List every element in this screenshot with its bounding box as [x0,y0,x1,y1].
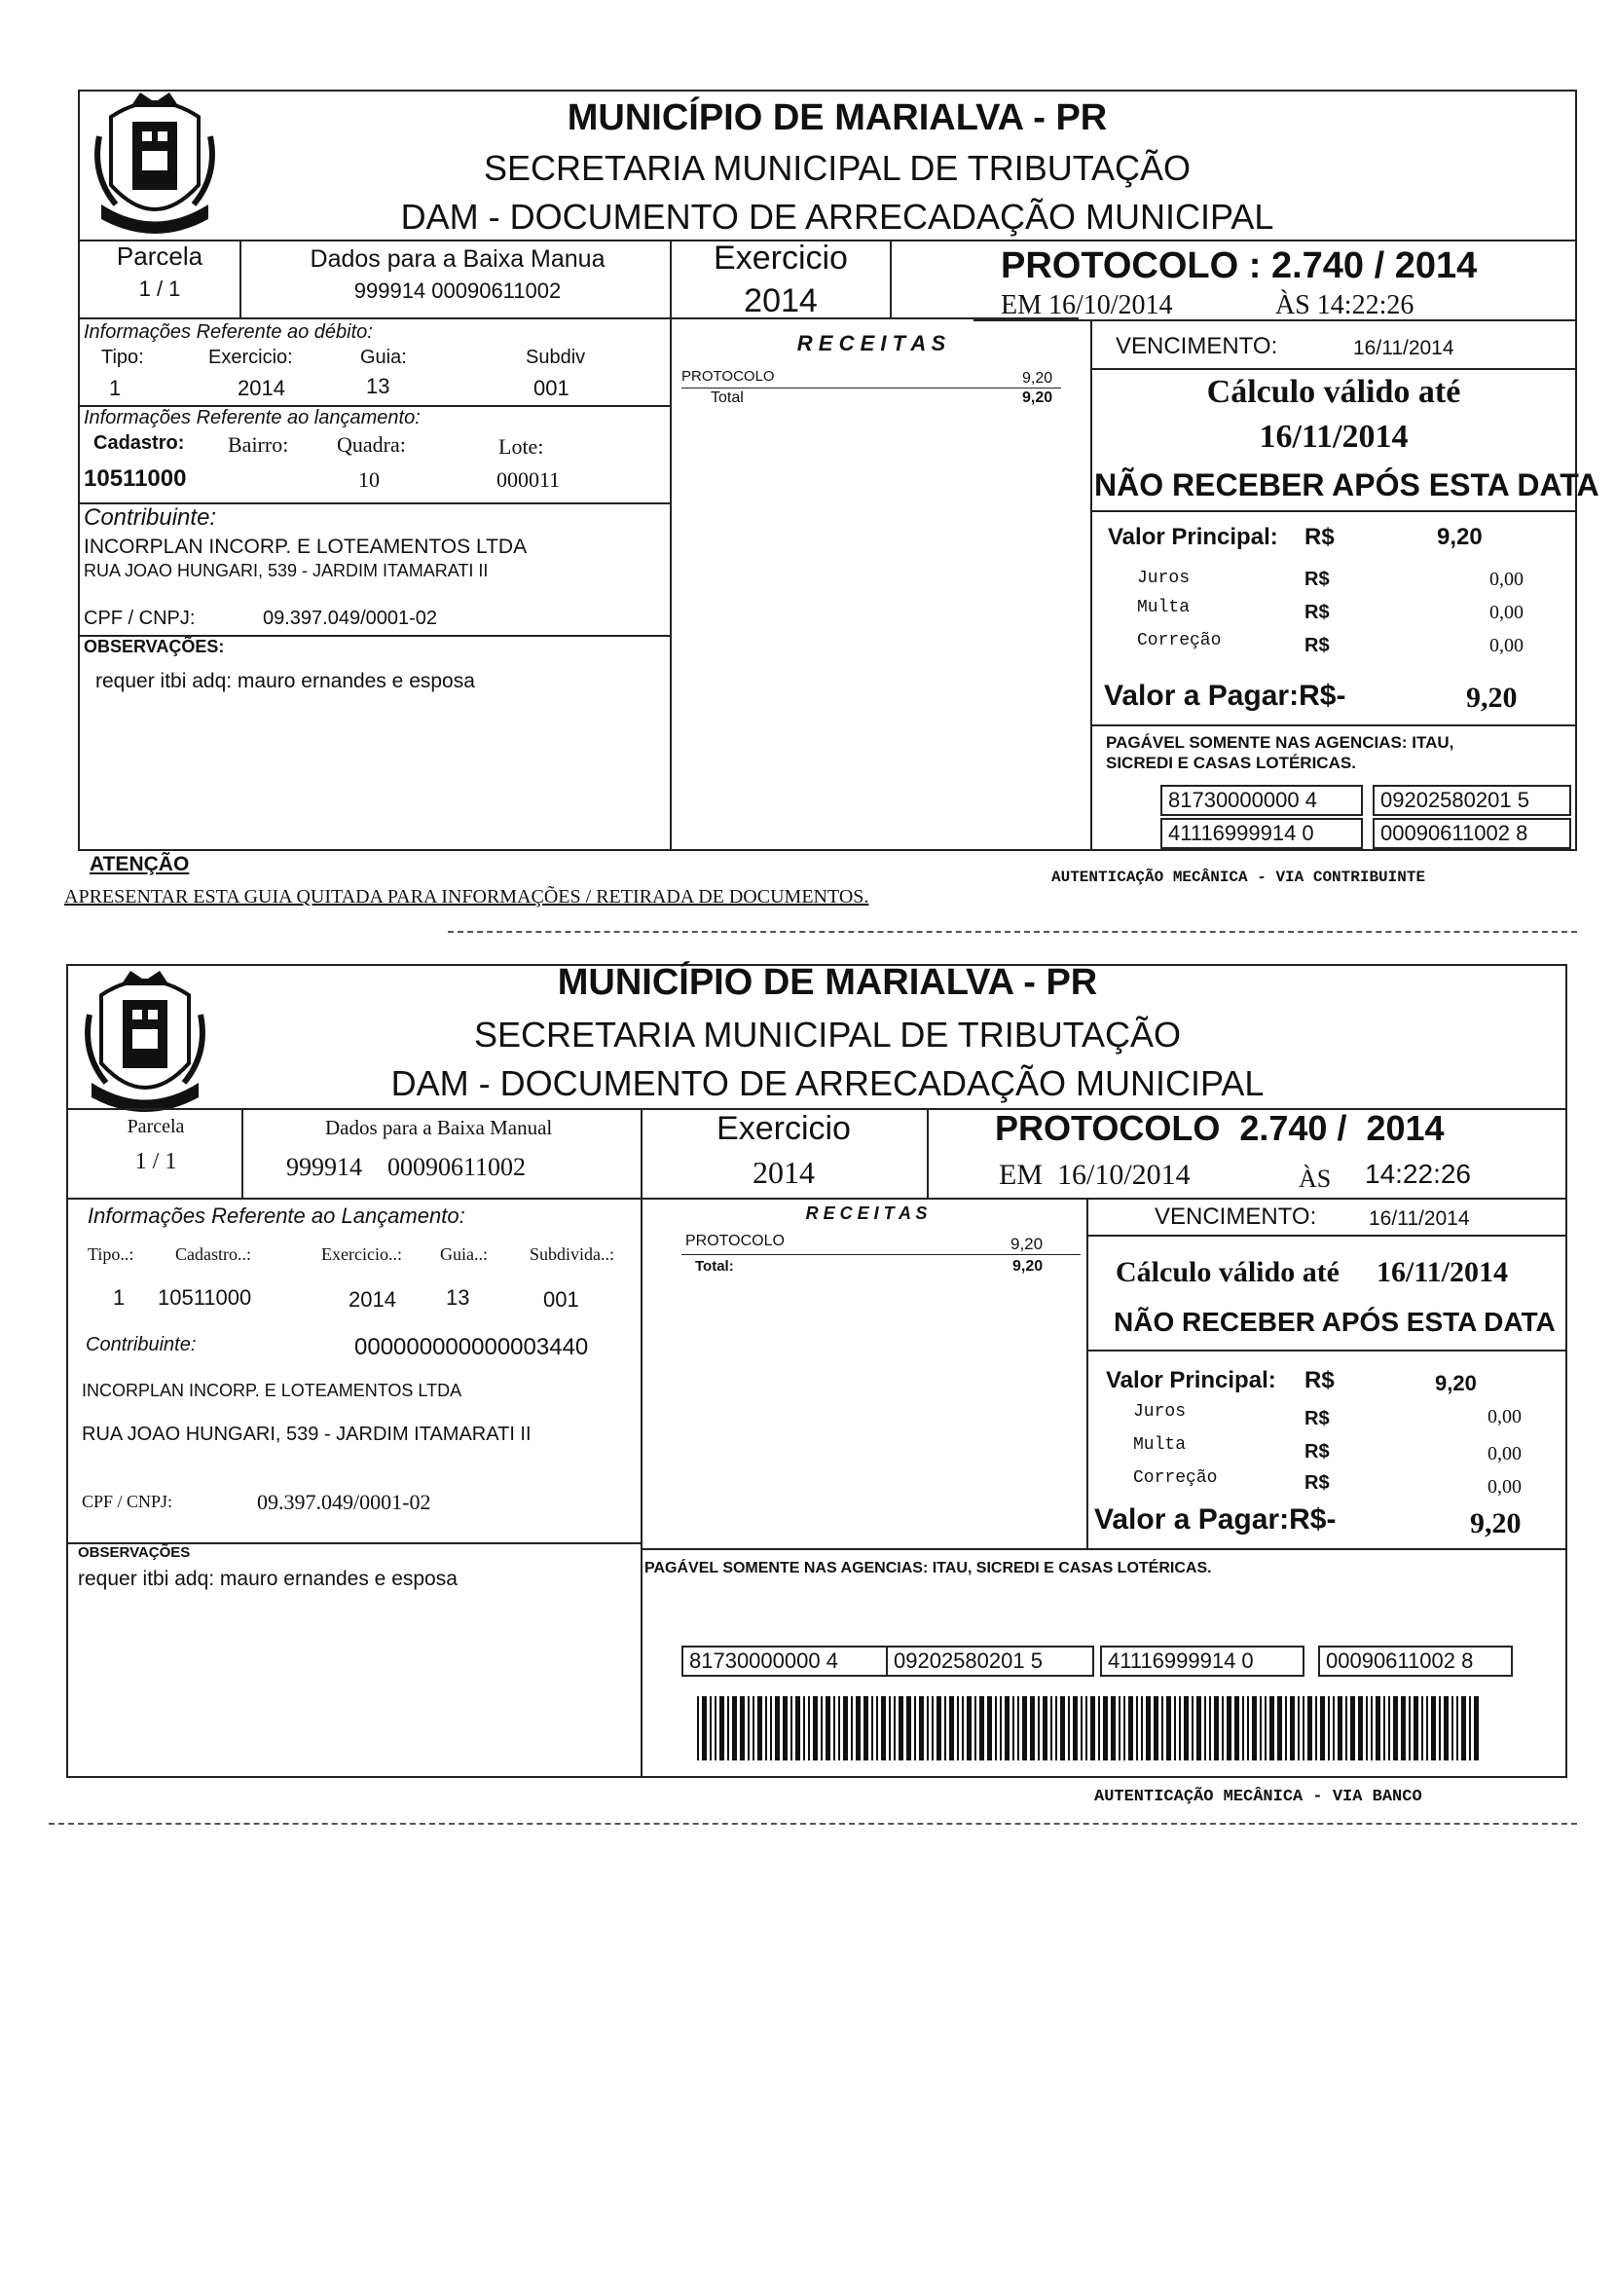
top-pagavel: PAGÁVEL SOMENTE NAS AGENCIAS: ITAU, SICREDI E CASAS LOTÉRICAS. [1106,733,1454,772]
barcode-bar [1146,1696,1151,1760]
bottom-contribuinte-code: 000000000000003440 [354,1334,589,1360]
barcode-bar [1081,1696,1083,1760]
barcode-bar [1103,1696,1108,1760]
barcode-bar [871,1696,873,1760]
top-doc-title: DAM - DOCUMENTO DE ARRECADAÇÃO MUNICIPAL [400,197,1274,237]
barcode-bar [710,1696,712,1760]
barcode-bar [1154,1696,1158,1760]
top-protocolo-item: PROTOCOLO [681,368,775,385]
barcode-bar [962,1696,964,1760]
barcode-bar [1085,1696,1087,1760]
barcode-bar [1234,1696,1239,1760]
top-info-debito: Informações Referente ao débito: [84,321,373,343]
barcode-bar [889,1696,891,1760]
bottom-calculo-label: Cálculo válido até [1116,1256,1340,1288]
barcode-bar [757,1696,762,1760]
barcode-bar [979,1696,984,1760]
bottom-multa-label: Multa [1133,1435,1187,1455]
municipal-crest-icon [72,956,218,1122]
barcode-bar [1204,1696,1206,1760]
top-juros-label: Juros [1137,569,1191,588]
barcode-bar [967,1696,972,1760]
barcode-bar [1260,1696,1262,1760]
bottom-valor-pagar-label: Valor a Pagar:R$- [1094,1503,1337,1536]
bottom-calculo-date: 16/11/2014 [1377,1256,1509,1288]
barcode-bar [1388,1696,1390,1760]
barcode-bar [851,1696,853,1760]
barcode-bar [1371,1696,1373,1760]
top-atencao-text: APRESENTAR ESTA GUIA QUITADA PARA INFORMAÇÕES / RETIRADA DE DOCUMENTOS. [64,886,869,907]
top-parcela-value: 1 / 1 [138,277,181,301]
barcode-bar [974,1696,976,1760]
top-receitas: R E C E I T A S [796,331,946,355]
barcode-bar [697,1696,699,1760]
barcode-bar [914,1696,916,1760]
top-total-value: 9,20 [1022,389,1053,406]
top-valor-principal-label: Valor Principal: [1108,524,1278,550]
top-tipo-label: Tipo: [101,347,144,368]
barcode-bar [1285,1696,1287,1760]
barcode-bar [1242,1696,1244,1760]
barcode-bar [1333,1696,1335,1760]
barcode-bar [1247,1696,1249,1760]
barcode-bar [1252,1696,1257,1760]
bottom-cpf-value: 09.397.049/0001-02 [257,1490,431,1514]
bottom-parcela-label: Parcela [127,1116,185,1137]
barcode-bar [715,1696,716,1760]
bottom-multa-value: 0,00 [1487,1443,1522,1464]
barcode-bar [863,1696,868,1760]
barcode-bar [876,1696,878,1760]
bottom-protocolo-item-value: 9,20 [1010,1235,1044,1253]
bottom-correcao-value: 0,00 [1487,1476,1522,1498]
barcode-bar [1012,1696,1014,1760]
barcode-bar [753,1696,754,1760]
barcode-bar [727,1696,729,1760]
bottom-parcela-value: 1 / 1 [134,1149,177,1174]
bottom-valor-pagar: 9,20 [1470,1507,1522,1539]
barcode-bar [937,1696,941,1760]
barcode-bar [1277,1696,1282,1760]
barcode-bar [843,1696,848,1760]
barcode-bar [1174,1696,1176,1760]
top-calculo-label: Cálculo válido até [1206,374,1461,410]
top-as-time: ÀS 14:22:26 [1275,290,1414,320]
barcode-bar [1409,1696,1411,1760]
bottom-valor-principal-rs: R$ [1304,1367,1335,1393]
municipal-crest-icon [82,78,228,243]
barcode-bar [899,1696,903,1760]
barcode-bar [1166,1696,1171,1760]
bottom-juros-label: Juros [1133,1402,1187,1422]
bottom-municipality: MUNICÍPIO DE MARIALVA - PR [557,962,1098,1003]
bottom-baixa-value: 999914 00090611002 [286,1153,527,1181]
bottom-exerc-value: 2014 [349,1287,396,1312]
barcode-bar [1338,1696,1342,1760]
top-protocolo-item-value: 9,20 [1022,370,1053,387]
barcode-bar [1269,1696,1274,1760]
top-protocolo: PROTOCOLO : 2.740 / 2014 [1001,245,1478,286]
bottom-total-label: Total: [695,1258,734,1275]
barcode-bar [1043,1696,1047,1760]
top-juros-rs: R$ [1304,569,1330,590]
barcode-bar [1090,1696,1095,1760]
top-vencimento-label: VENCIMENTO: [1116,333,1278,359]
barcode-bar [1060,1696,1065,1760]
barcode-bar [1000,1696,1002,1760]
barcode-bar [803,1696,805,1760]
bottom-exerc-label: Exercicio..: [321,1244,402,1264]
top-calculo-date: 16/11/2014 [1259,419,1409,455]
bottom-contribuinte-label: Contribuinte: [86,1334,197,1355]
barcode-bar [1431,1696,1436,1760]
barcode-bar [1426,1696,1428,1760]
top-total-label: Total [711,389,744,406]
bottom-as-label: ÀS [1299,1165,1332,1193]
barcode-bar [1315,1696,1317,1760]
top-valor-pagar-label: Valor a Pagar:R$- [1104,680,1346,712]
barcode-bar [1451,1696,1453,1760]
barcode-bar [1298,1696,1300,1760]
payment-barcode [697,1696,1486,1760]
barcode-bar [795,1696,800,1760]
barcode-bar [765,1696,767,1760]
barcode-bar [1421,1696,1423,1760]
top-lote-label: Lote: [498,434,544,459]
barcode-bar [1222,1696,1224,1760]
barcode-bar [1345,1696,1347,1760]
top-correcao-label: Correção [1137,631,1222,650]
bottom-baixa-label: Dados para a Baixa Manual [325,1116,553,1139]
top-cadastro-value: 10511000 [84,465,187,492]
barcode-bar [949,1696,954,1760]
barcode-bar [808,1696,810,1760]
top-municipality: MUNICÍPIO DE MARIALVA - PR [567,97,1108,138]
bottom-juros-rs: R$ [1304,1408,1330,1429]
top-nao-receber: NÃO RECEBER APÓS ESTA DATA [1094,467,1599,502]
bottom-correcao-rs: R$ [1304,1472,1330,1494]
top-cpf-label: CPF / CNPJ: [84,608,196,629]
top-atencao: ATENÇÃO [90,853,190,875]
barcode-bar [1366,1696,1368,1760]
barcode-bar [732,1696,737,1760]
barcode-bar [702,1696,707,1760]
barcode-bar [838,1696,840,1760]
top-code-2: 09202580201 5 [1373,785,1571,816]
top-code-1: 81730000000 4 [1160,785,1363,816]
barcode-bar [775,1696,780,1760]
top-lote-value: 000011 [496,467,561,492]
barcode-bar [919,1696,924,1760]
cut-line-top [448,931,1577,933]
barcode-bar [1196,1696,1201,1760]
barcode-bar [1456,1696,1458,1760]
bottom-tipo-label: Tipo..: [88,1244,134,1264]
top-correcao-rs: R$ [1304,635,1330,656]
bottom-info-lanc: Informações Referente ao Lançamento: [88,1204,465,1228]
bottom-total-value: 9,20 [1012,1258,1044,1275]
top-cpf-value: 09.397.049/0001-02 [263,608,438,629]
barcode-bar [770,1696,772,1760]
top-valor-principal-rs: R$ [1304,524,1335,550]
bottom-valor-principal-label: Valor Principal: [1106,1367,1276,1393]
barcode-bar [1017,1696,1019,1760]
barcode-bar [927,1696,929,1760]
top-juros-value: 0,00 [1489,569,1524,590]
barcode-bar [1038,1696,1040,1760]
bottom-tipo-value: 1 [113,1285,126,1310]
barcode-bar [719,1696,724,1760]
barcode-bar [1307,1696,1312,1760]
top-autenticacao: AUTENTICAÇÃO MECÂNICA - VIA CONTRIBUINTE [1051,869,1426,886]
barcode-bar [1055,1696,1057,1760]
bottom-multa-rs: R$ [1304,1441,1330,1463]
barcode-bar [1320,1696,1325,1760]
barcode-bar [1461,1696,1466,1760]
bottom-cadastro-value: 10511000 [158,1285,252,1310]
bottom-subdiv-label: Subdivida..: [530,1244,615,1264]
bottom-em-date: EM 16/10/2014 [999,1159,1191,1191]
bottom-subdiv-value: 001 [543,1287,579,1312]
barcode-bar [1209,1696,1211,1760]
top-info-lanc: Informações Referente ao lançamento: [84,407,421,428]
top-bairro-label: Bairro: [228,432,289,457]
barcode-bar [1179,1696,1181,1760]
barcode-bar [1123,1696,1125,1760]
bottom-vencimento-value: 16/11/2014 [1369,1207,1470,1230]
bottom-protocolo-item: PROTOCOLO [685,1233,785,1249]
barcode-bar [932,1696,934,1760]
bottom-code-3: 41116999914 0 [1100,1646,1304,1677]
top-contribuinte-label: Contribuinte: [84,504,217,531]
top-valor-pagar: 9,20 [1466,682,1518,714]
barcode-bar [1444,1696,1449,1760]
barcode-bar [1469,1696,1471,1760]
top-contribuinte-name: INCORPLAN INCORP. E LOTEAMENTOS LTDA [84,536,528,558]
barcode-bar [1050,1696,1052,1760]
barcode-bar [906,1696,911,1760]
barcode-bar [1290,1696,1295,1760]
barcode-bar [1073,1696,1078,1760]
barcode-bar [1383,1696,1385,1760]
top-valor-principal: 9,20 [1437,524,1483,550]
barcode-bar [987,1696,992,1760]
barcode-bar [1376,1696,1380,1760]
barcode-bar [748,1696,750,1760]
bottom-code-2: 09202580201 5 [886,1646,1094,1677]
top-multa-value: 0,00 [1489,602,1524,623]
barcode-bar [1474,1696,1479,1760]
top-code-3: 41116999914 0 [1160,818,1363,849]
barcode-bar [957,1696,959,1760]
barcode-bar [944,1696,946,1760]
top-multa-rs: R$ [1304,602,1330,623]
barcode-bar [995,1696,997,1760]
top-subdiv-label: Subdiv [526,347,586,368]
barcode-bar [1414,1696,1418,1760]
bottom-secretariat: SECRETARIA MUNICIPAL DE TRIBUTAÇÃO [473,1015,1182,1055]
bottom-address: RUA JOAO HUNGARI, 539 - JARDIM ITAMARATI II [82,1424,532,1445]
bottom-vencimento-label: VENCIMENTO: [1155,1204,1317,1230]
barcode-bar [1358,1696,1363,1760]
barcode-bar [821,1696,823,1760]
barcode-bar [1098,1696,1100,1760]
bottom-guia-value: 13 [446,1285,470,1310]
top-guia-value: 13 [366,374,390,398]
bottom-autenticacao: AUTENTICAÇÃO MECÂNICA - VIA BANCO [1094,1788,1422,1806]
bottom-guia-label: Guia..: [440,1244,488,1264]
top-obs-label: OBSERVAÇÕES: [84,637,225,656]
top-obs-value: requer itbi adq: mauro ernandes e esposa [95,670,475,692]
bottom-doc-title: DAM - DOCUMENTO DE ARRECADAÇÃO MUNICIPAL [390,1063,1265,1103]
top-address: RUA JOAO HUNGARI, 539 - JARDIM ITAMARATI II [84,561,489,580]
barcode-bar [1192,1696,1194,1760]
top-exercicio-value: 2014 [744,282,818,319]
top-tipo-value: 1 [109,376,122,400]
top-code-4: 00090611002 8 [1373,818,1571,849]
bottom-correcao-label: Correção [1133,1468,1218,1488]
barcode-bar [826,1696,830,1760]
barcode-bar [833,1696,835,1760]
barcode-bar [1022,1696,1027,1760]
barcode-bar [1030,1696,1035,1760]
barcode-bar [1184,1696,1189,1760]
bottom-code-4: 00090611002 8 [1318,1646,1513,1677]
top-parcela-label: Parcela [116,241,203,271]
barcode-bar [1141,1696,1143,1760]
barcode-bar [1350,1696,1355,1760]
barcode-bar [1401,1696,1406,1760]
barcode-bar [1214,1696,1219,1760]
barcode-bar [1136,1696,1138,1760]
top-quadra-value: 10 [358,467,380,492]
bottom-code-1: 81730000000 4 [681,1646,888,1677]
top-exercicio-label: Exercicio [714,240,848,277]
bottom-cadastro-label: Cadastro..: [175,1244,251,1264]
top-quadra-label: Quadra: [337,432,406,457]
bottom-obs-value: requer itbi adq: mauro ernandes e esposa [78,1568,458,1590]
bottom-as-value: 14:22:26 [1365,1159,1471,1189]
barcode-bar [1005,1696,1010,1760]
barcode-bar [1265,1696,1267,1760]
top-subdiv-value: 001 [533,376,569,400]
top-secretariat: SECRETARIA MUNICIPAL DE TRIBUTAÇÃO [483,148,1192,188]
top-em-date: EM 16/10/2014 [1001,290,1173,320]
bottom-contribuinte-name: INCORPLAN INCORP. E LOTEAMENTOS LTDA [82,1381,462,1400]
bottom-receitas: R E C E I T A S [805,1204,928,1223]
barcode-bar [1161,1696,1163,1760]
top-baixa-value: 999914 00090611002 [353,278,562,303]
top-exerc-value: 2014 [238,376,285,400]
top-vencimento-value: 16/11/2014 [1353,337,1454,359]
barcode-bar [1393,1696,1398,1760]
barcode-bar [894,1696,896,1760]
barcode-bar [1439,1696,1441,1760]
bottom-exercicio-value: 2014 [753,1155,815,1190]
top-guia-label: Guia: [360,347,407,368]
barcode-bar [856,1696,861,1760]
barcode-bar [881,1696,886,1760]
top-multa-label: Multa [1137,598,1191,617]
barcode-bar [1111,1696,1116,1760]
bottom-pagavel: PAGÁVEL SOMENTE NAS AGENCIAS: ITAU, SICREDI E CASAS LOTÉRICAS. [644,1560,1212,1576]
bottom-juros-value: 0,00 [1487,1406,1522,1427]
bottom-protocolo: PROTOCOLO 2.740 / 2014 [995,1108,1445,1148]
bottom-exercicio-label: Exercicio [716,1110,851,1147]
barcode-bar [1227,1696,1231,1760]
cut-line-bottom [49,1823,1577,1825]
barcode-bar [790,1696,792,1760]
barcode-bar [1128,1696,1133,1760]
bottom-obs-label: OBSERVAÇÕES [78,1544,191,1561]
bottom-valor-principal: 9,20 [1435,1371,1477,1395]
bottom-nao-receber: NÃO RECEBER APÓS ESTA DATA [1114,1307,1556,1337]
barcode-bar [1328,1696,1330,1760]
barcode-bar [1119,1696,1120,1760]
top-correcao-value: 0,00 [1489,635,1524,656]
barcode-bar [740,1696,745,1760]
barcode-bar [813,1696,818,1760]
barcode-bar [1068,1696,1070,1760]
barcode-bar [783,1696,788,1760]
top-exerc-label: Exercicio: [208,347,293,368]
top-baixa-label: Dados para a Baixa Manua [310,245,606,273]
barcode-bar [1303,1696,1304,1760]
bottom-cpf-label: CPF / CNPJ: [82,1492,173,1511]
top-cadastro-label: Cadastro: [93,432,185,454]
